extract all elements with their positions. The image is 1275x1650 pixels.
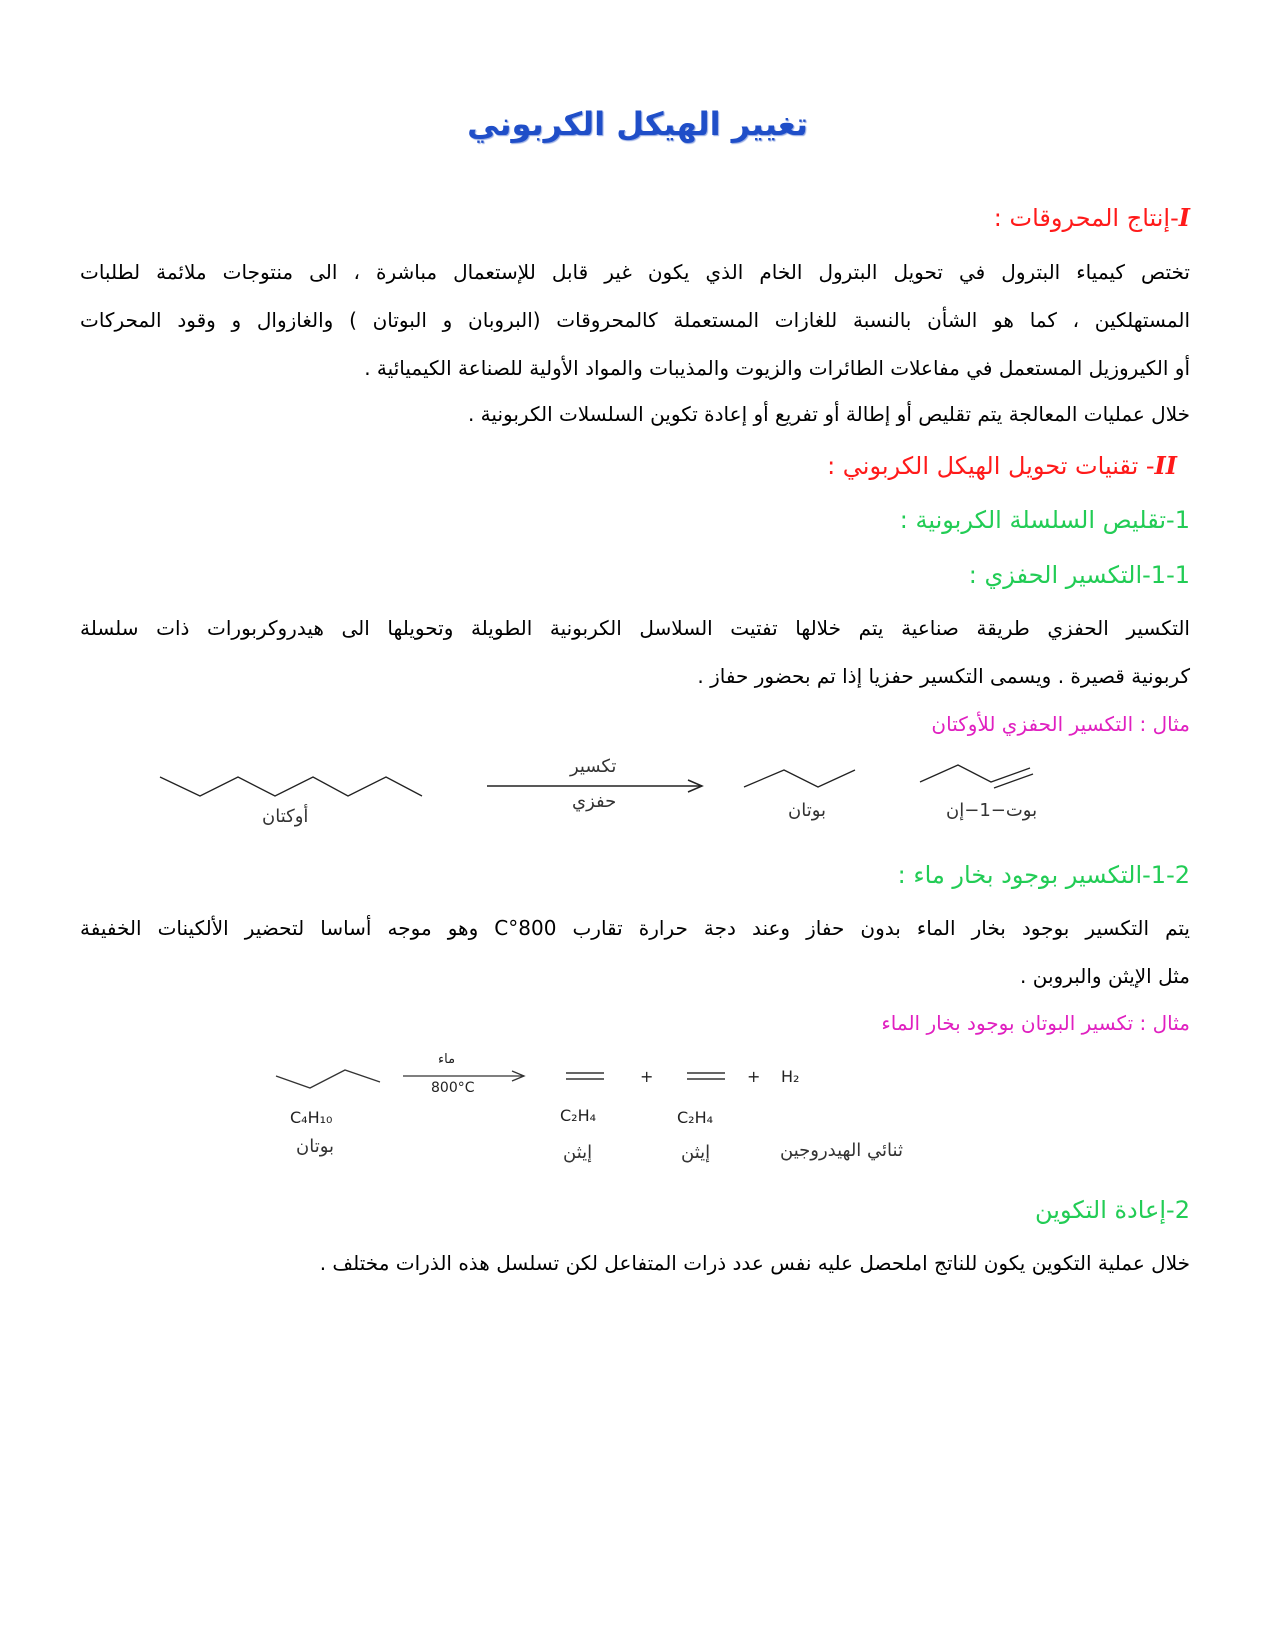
paragraph-line: كربونية قصيرة . ويسمى التكسير حفزيا إذا تم بحضور حفاز . bbox=[697, 664, 1190, 688]
paragraph-line: يتم التكسير بوجود بخار الماء بدون حفاز وعند دجة حرارة تقارب 800°C وهو موجه أساسا لتحضير الألكينات الخفيفة bbox=[80, 916, 1191, 940]
hydrogen-formula: H₂ bbox=[781, 1067, 800, 1086]
paragraph-line: خلال عمليات المعالجة يتم تقليص أو إطالة أو تفريع أو إعادة تكوين السلسلات الكربونية . bbox=[467, 402, 1190, 426]
plus-sign: + bbox=[747, 1067, 761, 1086]
octane-label: أوكتان bbox=[262, 806, 309, 827]
example-label: مثال : التكسير الحفزي للأوكتان bbox=[931, 712, 1190, 736]
ethene-label: إيثن bbox=[563, 1142, 593, 1163]
butane-label: بوتان bbox=[296, 1136, 335, 1157]
butane-skeleton bbox=[276, 1070, 380, 1088]
page-title: تغيير الهيكل الكربوني bbox=[467, 105, 808, 143]
arrow-top-label: تكسير bbox=[570, 756, 617, 777]
section-2-heading-text: - تقنيات تحويل الهيكل الكربوني : bbox=[827, 452, 1155, 480]
subsection-1-2-heading: 1-2-التكسير بوجود بخار ماء : bbox=[897, 861, 1190, 889]
section-2-numeral: II bbox=[1154, 451, 1177, 480]
subsection-1-1-heading: 1-1-التكسير الحفزي : bbox=[968, 561, 1190, 589]
ethene-label: إيثن bbox=[681, 1142, 711, 1163]
ethene-formula: C₂H₄ bbox=[560, 1106, 597, 1125]
butane-label: بوتان bbox=[788, 800, 827, 821]
paragraph-line: مثل الإيثن والبروبن . bbox=[1020, 964, 1190, 988]
example-label: مثال : تكسير البوتان بوجود بخار الماء bbox=[881, 1011, 1190, 1035]
butene-label: بوت−1−إن bbox=[946, 800, 1038, 821]
arrow-bottom-label: 800°C bbox=[431, 1080, 475, 1096]
hydrogen-label: ثنائي الهيدروجين bbox=[780, 1140, 903, 1161]
arrow-bottom-label: حفزي bbox=[572, 791, 617, 812]
section-1-heading-text: -إنتاج المحروقات : bbox=[993, 204, 1179, 232]
paragraph-line: خلال عملية التكوين يكون للناتج املحصل عليه نفس عدد ذرات المتفاعل لكن تسلسل هذه الذرات مختلف . bbox=[319, 1251, 1190, 1275]
subsection-1-heading: 1-تقليص السلسلة الكربونية : bbox=[899, 506, 1190, 534]
butane-formula: C₄H₁₀ bbox=[290, 1108, 333, 1127]
plus-sign: + bbox=[640, 1067, 654, 1086]
paragraph-line: تختص كيمياء البترول في تحويل البترول الخام الذي يكون غير قابل للإستعمال مباشرة ، الى منتوجات ملائمة لطلبات bbox=[80, 260, 1190, 284]
section-1-numeral: I bbox=[1178, 203, 1190, 232]
paragraph-line: أو الكيروزيل المستعمل في مفاعلات الطائرات والزيوت والمذيبات والمواد الأولية للصناعة الكيميائية . bbox=[364, 356, 1190, 380]
ethene-formula: C₂H₄ bbox=[677, 1108, 714, 1127]
subsection-2-heading: 2-إعادة التكوين bbox=[1035, 1196, 1190, 1224]
paragraph-line: التكسير الحفزي طريقة صناعية يتم خلالها تفتيت السلاسل الكربونية الطويلة وتحويلها الى هيدروكربورات ذات سلسلة bbox=[80, 616, 1190, 640]
paragraph-line: المستهلكين ، كما هو الشأن بالنسبة للغازات المستعملة كالمحروقات (البروبان و البوتان ) والغازوال و وقود المحركات bbox=[80, 308, 1190, 332]
arrow-top-label: ماء bbox=[438, 1052, 456, 1067]
